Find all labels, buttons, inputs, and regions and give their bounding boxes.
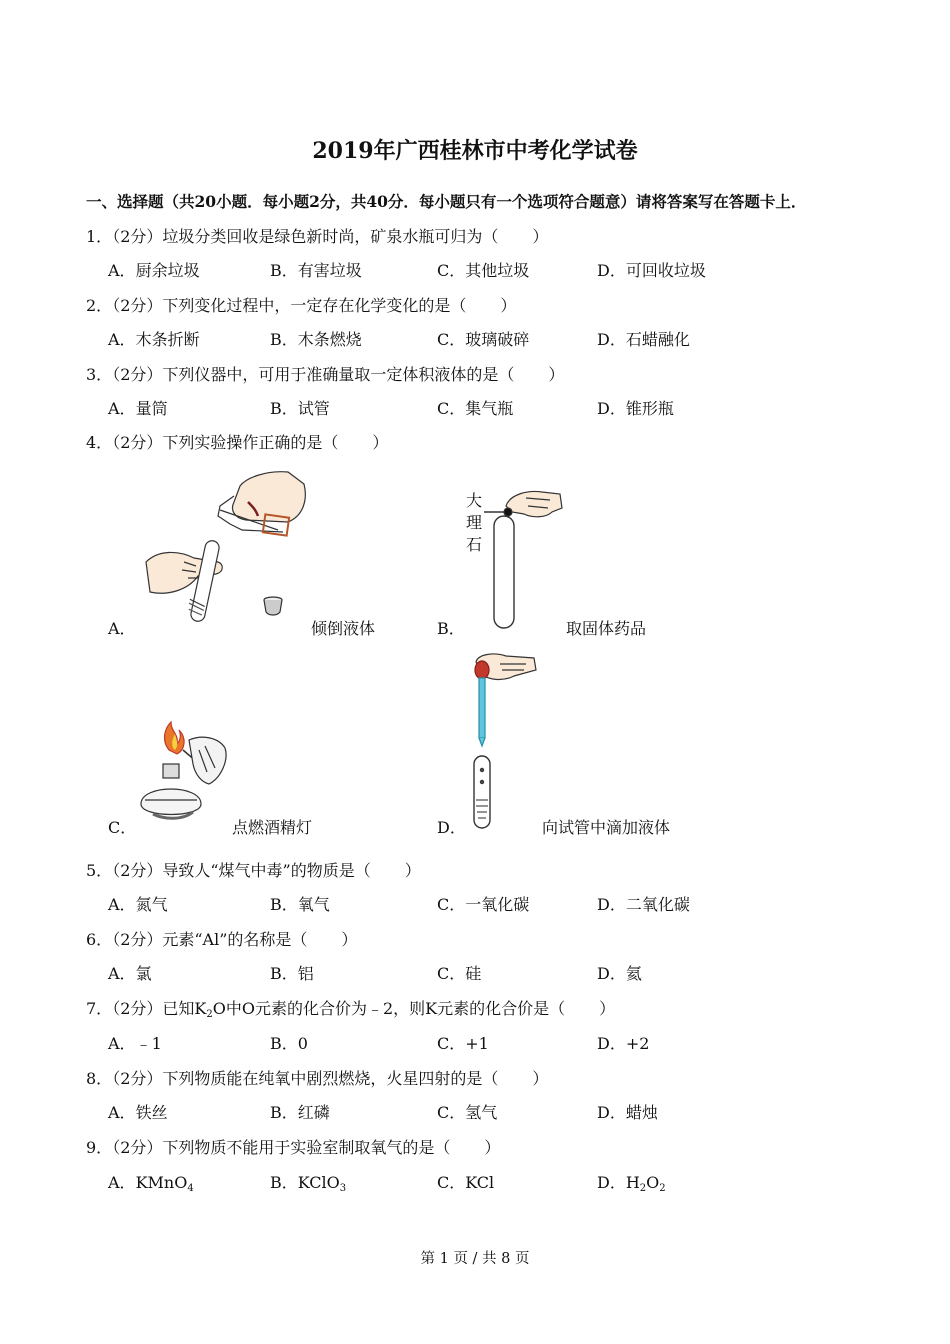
option-label: C． <box>437 399 466 418</box>
question-close: ） <box>341 930 358 949</box>
question-close: ） <box>532 227 549 246</box>
option-text: 木条燃烧 <box>297 330 362 349</box>
option-text: 石蜡融化 <box>625 330 690 349</box>
option-b <box>270 892 330 915</box>
marble-label: 大 <box>466 491 483 510</box>
question-close: ） <box>548 365 565 384</box>
subscript: 4 <box>187 1183 194 1194</box>
question-close: ） <box>484 1138 501 1157</box>
option-label: C． <box>437 964 466 983</box>
option-b <box>270 1100 330 1123</box>
option-text: 有害垃圾 <box>297 261 362 280</box>
question-6 <box>86 927 357 950</box>
question-stem: 下列变化过程中，一定存在化学变化的是（ <box>162 296 467 315</box>
option-d <box>597 961 642 984</box>
option-label: D． <box>597 1173 626 1192</box>
option-d <box>597 892 690 915</box>
subscript: 2 <box>639 1183 647 1194</box>
option-c <box>437 1170 494 1193</box>
option-label: A． <box>108 1103 136 1122</box>
formula: O <box>646 1173 660 1192</box>
option-label: A． <box>108 964 136 983</box>
question-2 <box>86 293 516 316</box>
option-label: D． <box>597 1103 626 1122</box>
option-text: 0 <box>297 1034 308 1053</box>
question-stem: 下列物质能在纯氧中剧烈燃烧，火星四射的是（ <box>162 1069 499 1088</box>
figure-caption-c: 点燃酒精灯 <box>232 818 313 837</box>
question-number: 7． <box>86 999 113 1018</box>
option-label: A． <box>108 1173 136 1192</box>
question-7 <box>86 996 615 1019</box>
option-d <box>597 1100 658 1123</box>
figure-caption-a: 倾倒液体 <box>311 619 376 638</box>
section-heading: 一、选择题（共20小题．每小题2分，共40分．每小题只有一个选项符合题意）请将答案写在答题卡上． <box>86 192 807 211</box>
option-d <box>597 258 706 281</box>
question-stem: 下列仪器中，可用于准确量取一定体积液体的是（ <box>162 365 515 384</box>
option-text: 铝 <box>297 964 314 983</box>
question-score: （2分） <box>112 1069 163 1088</box>
option-text: 玻璃破碎 <box>465 330 530 349</box>
option-b: B． <box>437 619 465 638</box>
option-text: 氯 <box>135 964 152 983</box>
option-a <box>108 327 200 350</box>
question-5 <box>86 858 421 881</box>
option-d: D． <box>437 818 466 837</box>
option-label: C． <box>437 330 466 349</box>
question-close: ） <box>404 861 421 880</box>
question-stem: 已知K <box>162 999 207 1018</box>
option-label: A． <box>108 261 136 280</box>
option-label: B． <box>270 399 298 418</box>
option-label: B． <box>270 1103 298 1122</box>
alcohol-lamp-figure <box>133 720 233 830</box>
option-text: 红磷 <box>297 1103 330 1122</box>
subscript: 3 <box>339 1183 347 1194</box>
question-score: （2分） <box>112 296 163 315</box>
figure-caption-d: 向试管中滴加液体 <box>542 818 671 837</box>
option-text: 锥形瓶 <box>625 399 674 418</box>
option-a <box>108 1031 162 1054</box>
option-label: B． <box>270 1173 298 1192</box>
question-close: ） <box>599 999 616 1018</box>
option-label: C． <box>437 1034 466 1053</box>
option-a <box>108 396 168 419</box>
option-text: 试管 <box>297 399 330 418</box>
option-label: D． <box>597 330 626 349</box>
option-b <box>270 396 330 419</box>
marble-label: 石 <box>466 535 483 554</box>
pour-liquid-figure <box>138 466 318 636</box>
question-stem: 元素“Al”的名称是（ <box>162 930 308 949</box>
option-label: A． <box>108 330 136 349</box>
page-title: 2019年广西桂林市中考化学试卷 <box>312 138 638 164</box>
question-number: 5． <box>86 861 113 880</box>
option-c <box>437 961 481 984</box>
formula: KCl <box>465 1173 495 1192</box>
option-c: C． <box>108 818 137 837</box>
option-text: 一氧化碳 <box>465 895 530 914</box>
option-b <box>270 327 362 350</box>
option-label: C． <box>437 895 466 914</box>
option-label: A． <box>108 895 136 914</box>
question-1 <box>86 224 548 247</box>
question-score: （2分） <box>112 365 163 384</box>
option-d <box>597 396 674 419</box>
option-c <box>437 258 529 281</box>
option-c <box>437 1031 489 1054</box>
option-label: B． <box>270 261 298 280</box>
question-stem: O中O元素的化合价为﹣2，则K元素的化合价是（ <box>212 999 566 1018</box>
option-text: +1 <box>465 1034 489 1053</box>
question-score: （2分） <box>112 1138 163 1157</box>
question-3 <box>86 362 564 385</box>
question-4 <box>86 430 388 453</box>
option-label: B． <box>270 964 298 983</box>
option-text: 氦 <box>625 964 642 983</box>
option-c <box>437 1100 497 1123</box>
option-label: D． <box>597 261 626 280</box>
question-score: （2分） <box>112 999 163 1018</box>
question-close: ） <box>372 433 389 452</box>
question-stem: 导致人“煤气中毒”的物质是（ <box>162 861 371 880</box>
option-label: D． <box>597 895 626 914</box>
option-label: C． <box>437 1103 466 1122</box>
dropper-figure <box>466 652 546 832</box>
question-9 <box>86 1135 500 1158</box>
solid-reagent-figure <box>462 486 572 632</box>
question-number: 3． <box>86 365 113 384</box>
option-label: B． <box>270 895 298 914</box>
question-score: （2分） <box>112 930 163 949</box>
subscript: 2 <box>206 1009 213 1020</box>
question-number: 6． <box>86 930 113 949</box>
option-label: D． <box>597 399 626 418</box>
question-close: ） <box>500 296 517 315</box>
option-label: C． <box>437 261 466 280</box>
option-text: 氮气 <box>135 895 168 914</box>
question-score: （2分） <box>112 433 163 452</box>
question-stem: 下列物质不能用于实验室制取氧气的是（ <box>162 1138 451 1157</box>
option-text: 氧气 <box>297 895 330 914</box>
option-label: C． <box>437 1173 466 1192</box>
option-label: A． <box>108 399 136 418</box>
option-text: 木条折断 <box>135 330 200 349</box>
question-number: 2． <box>86 296 113 315</box>
option-label: D． <box>597 1034 626 1053</box>
option-b <box>270 961 314 984</box>
option-d <box>597 1031 649 1054</box>
option-d <box>597 327 690 350</box>
option-text: 可回收垃圾 <box>625 261 706 280</box>
option-c <box>437 327 529 350</box>
option-text: 量筒 <box>135 399 168 418</box>
option-text: 厨余垃圾 <box>135 261 200 280</box>
option-c <box>437 396 513 419</box>
option-a: A． <box>108 619 136 638</box>
option-text: 蜡烛 <box>625 1103 658 1122</box>
question-8 <box>86 1066 548 1089</box>
page-footer: 第 1 页 / 共 8 页 <box>420 1251 530 1267</box>
question-close: ） <box>532 1069 549 1088</box>
option-a <box>108 892 168 915</box>
option-text: 氢气 <box>465 1103 498 1122</box>
option-text: +2 <box>625 1034 650 1053</box>
figure-caption-b: 取固体药品 <box>566 619 647 638</box>
option-text: 二氧化碳 <box>625 895 690 914</box>
question-number: 9． <box>86 1138 113 1157</box>
option-b <box>270 258 362 281</box>
option-b <box>270 1031 308 1054</box>
option-text: ﹣1 <box>135 1034 162 1053</box>
option-label: B． <box>270 1034 298 1053</box>
formula: KClO <box>297 1173 340 1192</box>
option-c <box>437 892 529 915</box>
marble-label: 理 <box>466 513 483 532</box>
question-number: 4． <box>86 433 113 452</box>
option-text: 其他垃圾 <box>465 261 530 280</box>
question-number: 1． <box>86 227 113 246</box>
option-d <box>597 1170 666 1193</box>
option-text: 硅 <box>465 964 482 983</box>
option-label: D． <box>597 964 626 983</box>
option-a <box>108 1170 194 1193</box>
formula: KMnO <box>135 1173 188 1192</box>
question-number: 8． <box>86 1069 113 1088</box>
question-score: （2分） <box>112 227 163 246</box>
option-label: A． <box>108 1034 136 1053</box>
option-text: 铁丝 <box>135 1103 168 1122</box>
option-b <box>270 1170 346 1193</box>
subscript: 2 <box>659 1183 666 1194</box>
question-stem: 下列实验操作正确的是（ <box>162 433 339 452</box>
option-label: B． <box>270 330 298 349</box>
option-a <box>108 961 152 984</box>
option-a <box>108 258 200 281</box>
formula: H <box>625 1173 640 1192</box>
question-score: （2分） <box>112 861 163 880</box>
option-a <box>108 1100 168 1123</box>
question-stem: 垃圾分类回收是绿色新时尚，矿泉水瓶可归为（ <box>162 227 499 246</box>
option-text: 集气瓶 <box>465 399 514 418</box>
